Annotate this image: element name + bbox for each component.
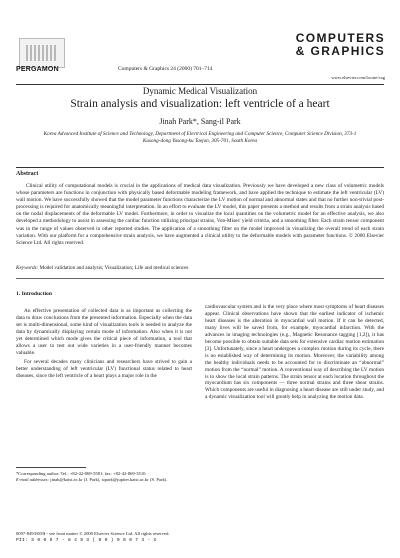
corresponding-author: *Corresponding author. Tel.: +82-42-869-5581; fax: +82-42-869-3510.	[16, 471, 147, 476]
left-column	[16, 308, 192, 380]
footnote-rule	[16, 467, 86, 468]
keywords-label: Keywords:	[16, 265, 39, 271]
logo-tree-icon	[26, 45, 58, 61]
email-addresses: jinah@kaist.ac.kr (J. Park), sipark@jupiter.kaist.ac.kr (S. Park).	[50, 477, 168, 482]
article-section: Dynamic Medical Visualization	[142, 86, 258, 96]
brand-line-1: COMPUTERS	[295, 31, 385, 45]
brand-line-2: & GRAPHICS	[295, 44, 385, 58]
section-heading-introduction: 1. Introduction	[16, 291, 52, 297]
abstract-text: Clinical utility of computational models is crucial in the applications of medical data visualization. Previously we have developed a new class of volumetric models whose parameters are functions in conjunction with physically based deformable modeling framework, and have applied the technique to estimate the left ventricular (LV) wall motion. We have successfully showed that the model parameter functions characterize the LV motion of normal and abnormal states and that no further non-trivial post-processing is required for anatomically meaningful interpretation. In an effort to evaluate the LV model, this paper presents a method and results from a strain analysis based on the nodal displacements of the deformable LV model. Furthermore, in order to visualize the local quantities on the volumetric model for an effective analysis, we also developed a methodology to assist in assessing the cardiac function utilizing principal strains, Von-Mises' yield criteria, and a smoothing filter. Each strain tensor component was in the range of values observed in other reported studies. The application of a smoothing filter on the model improved in visualizing the overall trend of each strain variation. With our platform for a comprehensive strain analysis, we have augmented a clinical utility to the deformable models with parameter functions. © 2000 Elsevier Science Ltd. All rights reserved.	[16, 183, 384, 246]
copyright-line: 0097-8493/00/$ - see front matter © 2000 Elsevier Science Ltd. All rights reserved.	[16, 531, 170, 536]
body-paragraph: An effective presentation of collected data is as important as collecting the data to draw conclusions from the presented information. Especially when the data set is multi-dimensional, some kind of visualization tools is needed to analyze the data by dynamically displaying certain mode of information. Also when it is not yet determined which mode gives the critical piece of information, a tool that allows a user to test out wide varieties in a user-friendly manner becomes valuable.	[16, 308, 192, 356]
journal-url[interactable]: www.elsevier.com/locate/cag	[331, 75, 385, 80]
body-paragraph: For several decades many clinicians and researchers have strived to gain a better understanding of left ventricular (LV) functional status related to heart diseases, since the left ventricle of a heart plays a major role in the	[16, 358, 192, 379]
abstract-heading: Abstract	[16, 171, 39, 177]
publisher-logo	[19, 38, 65, 68]
publisher-name: PERGAMON	[16, 66, 59, 73]
email-label: E-mail addresses:	[16, 477, 50, 482]
header-rule	[16, 84, 384, 85]
copyright-block	[16, 531, 170, 544]
journal-brand	[265, 32, 385, 58]
keywords-text: Model validation and analysis; Visualization; Life and medical sciences	[39, 265, 189, 271]
footnote	[16, 471, 192, 483]
body-rule	[16, 278, 384, 279]
article-title: Strain analysis and visualization: left ventricle of a heart	[70, 98, 330, 110]
pii-line: PII: S 0 0 9 7 - 8 4 9 3 ( 0 0 ) 0 0 0 7 3 - X	[16, 537, 157, 543]
keywords	[16, 265, 384, 271]
author-affiliation: Korea Advanced Institute of Science and Technology, Department of Electrical Engineering and Computer Science, Computer Science Division, 373-1 Kusong-dong Yusong-ku Taejon, 305-701, South Korea	[43, 131, 357, 144]
right-column	[205, 304, 384, 401]
abstract-rule	[16, 167, 384, 168]
article-authors: Jinah Park*, Sang-il Park	[159, 117, 241, 126]
body-paragraph: cardiovascular system and is the very place where most symptoms of heart diseases appear. Clinical observations have shown that the earliest indicator of ischemic heart diseases is the alteration in myocardial wall motion. If it can be detected, many lives will be saved from, for example, myocardial infarction. With the advances in imaging technologies (e.g., Magnetic Resonance tagging [1,2]), it has become possible to obtain suitable data sets for extensive cardiac motion estimation [3]. Unfortunately, since a heart undergoes a complex motion during its cycle, there is no established way of determining its motion. Moreover, the variability among the healthy individuals needs to be accounted for to discriminate an “abnormal” motion from the “normal” motion. A conventional way of describing the LV motion is to show the local strain patterns. The strain tensor at each location throughout the myocardium has six components — three normal strains and three shear strains. Which components are useful in diagnosing a heart disease are still under study, and a dynamic visualization tool will greatly help in analyzing the motion data.	[205, 304, 384, 401]
journal-reference: Computers & Graphics 24 (2000) 701–714	[118, 66, 213, 72]
